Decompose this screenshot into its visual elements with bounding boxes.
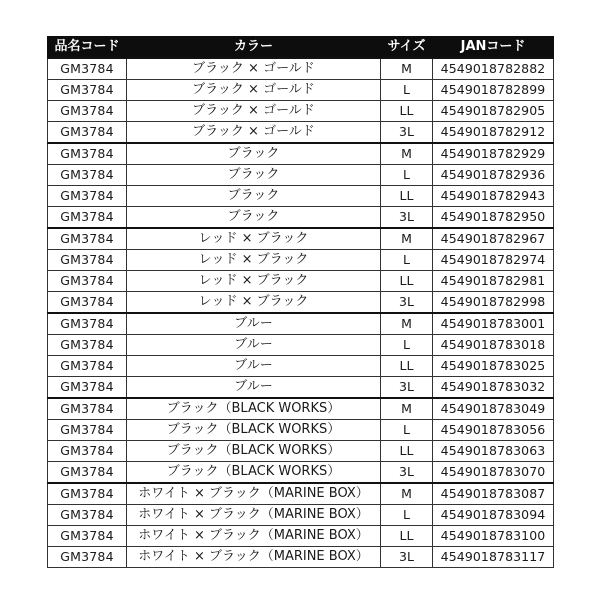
table-row (48, 377, 554, 399)
cell-jan-code: 4549018782899 (433, 80, 554, 101)
cell-product-code: GM3784 (48, 165, 127, 186)
cell-size: 3L (381, 547, 433, 568)
cell-color: ブルー (127, 377, 381, 399)
cell-product-code: GM3784 (48, 441, 127, 462)
cell-color: レッド × ブラック (127, 271, 381, 292)
cell-product-code: GM3784 (48, 420, 127, 441)
table-row (48, 356, 554, 377)
table-row (48, 250, 554, 271)
cell-jan-code: 4549018783070 (433, 462, 554, 484)
cell-size: L (381, 505, 433, 526)
cell-size: M (381, 143, 433, 165)
header-product-code: 品名コード (48, 36, 127, 58)
table-row (48, 207, 554, 229)
cell-product-code: GM3784 (48, 228, 127, 250)
header-color: カラー (127, 36, 381, 58)
cell-color: ホワイト × ブラック（MARINE BOX） (127, 526, 381, 547)
cell-jan-code: 4549018782998 (433, 292, 554, 314)
table-row (48, 292, 554, 314)
cell-jan-code: 4549018783056 (433, 420, 554, 441)
cell-color: ブルー (127, 335, 381, 356)
cell-product-code: GM3784 (48, 398, 127, 420)
cell-color: ブラック × ゴールド (127, 101, 381, 122)
cell-size: LL (381, 271, 433, 292)
cell-color: ブラック（BLACK WORKS） (127, 420, 381, 441)
cell-color: ブラック (127, 186, 381, 207)
cell-color: ブラック（BLACK WORKS） (127, 398, 381, 420)
cell-jan-code: 4549018783018 (433, 335, 554, 356)
cell-color: レッド × ブラック (127, 228, 381, 250)
cell-jan-code: 4549018783100 (433, 526, 554, 547)
cell-color: ブルー (127, 356, 381, 377)
cell-product-code: GM3784 (48, 186, 127, 207)
cell-jan-code: 4549018782981 (433, 271, 554, 292)
cell-product-code: GM3784 (48, 80, 127, 101)
product-spec-sheet (47, 36, 553, 568)
cell-size: L (381, 250, 433, 271)
cell-size: 3L (381, 207, 433, 229)
cell-color: ブラック (127, 207, 381, 229)
table-body (48, 58, 554, 568)
cell-product-code: GM3784 (48, 547, 127, 568)
cell-product-code: GM3784 (48, 377, 127, 399)
cell-jan-code: 4549018783032 (433, 377, 554, 399)
cell-color: ブラック × ゴールド (127, 80, 381, 101)
table-row (48, 122, 554, 144)
cell-color: ブルー (127, 313, 381, 335)
cell-color: レッド × ブラック (127, 250, 381, 271)
cell-product-code: GM3784 (48, 356, 127, 377)
table-row (48, 441, 554, 462)
cell-jan-code: 4549018782929 (433, 143, 554, 165)
cell-color: ホワイト × ブラック（MARINE BOX） (127, 483, 381, 505)
cell-jan-code: 4549018782950 (433, 207, 554, 229)
table-row (48, 398, 554, 420)
cell-product-code: GM3784 (48, 483, 127, 505)
cell-size: LL (381, 356, 433, 377)
cell-jan-code: 4549018782943 (433, 186, 554, 207)
cell-size: M (381, 228, 433, 250)
cell-color: ホワイト × ブラック（MARINE BOX） (127, 505, 381, 526)
cell-product-code: GM3784 (48, 313, 127, 335)
cell-jan-code: 4549018782936 (433, 165, 554, 186)
table-row (48, 313, 554, 335)
cell-product-code: GM3784 (48, 58, 127, 80)
table-row (48, 462, 554, 484)
cell-size: 3L (381, 377, 433, 399)
table-row (48, 335, 554, 356)
cell-product-code: GM3784 (48, 271, 127, 292)
cell-jan-code: 4549018783025 (433, 356, 554, 377)
cell-size: LL (381, 526, 433, 547)
cell-jan-code: 4549018783117 (433, 547, 554, 568)
cell-product-code: GM3784 (48, 143, 127, 165)
table-row (48, 547, 554, 568)
cell-size: M (381, 313, 433, 335)
cell-jan-code: 4549018782974 (433, 250, 554, 271)
cell-size: 3L (381, 122, 433, 144)
cell-product-code: GM3784 (48, 526, 127, 547)
table-row (48, 101, 554, 122)
table-row (48, 186, 554, 207)
table-row (48, 165, 554, 186)
table-header (48, 36, 554, 58)
header-jan-code: JANコード (433, 36, 554, 58)
cell-size: 3L (381, 462, 433, 484)
cell-color: ブラック（BLACK WORKS） (127, 462, 381, 484)
cell-color: ブラック（BLACK WORKS） (127, 441, 381, 462)
cell-color: ホワイト × ブラック（MARINE BOX） (127, 547, 381, 568)
cell-size: L (381, 165, 433, 186)
cell-jan-code: 4549018783087 (433, 483, 554, 505)
cell-product-code: GM3784 (48, 335, 127, 356)
table-row (48, 526, 554, 547)
table-row (48, 420, 554, 441)
cell-product-code: GM3784 (48, 122, 127, 144)
cell-size: L (381, 335, 433, 356)
cell-jan-code: 4549018783063 (433, 441, 554, 462)
header-size: サイズ (381, 36, 433, 58)
cell-size: L (381, 420, 433, 441)
table-row (48, 505, 554, 526)
cell-product-code: GM3784 (48, 101, 127, 122)
cell-size: LL (381, 186, 433, 207)
table-row (48, 228, 554, 250)
cell-product-code: GM3784 (48, 292, 127, 314)
cell-size: M (381, 58, 433, 80)
cell-color: ブラック (127, 143, 381, 165)
cell-jan-code: 4549018783094 (433, 505, 554, 526)
header-row (48, 36, 554, 58)
cell-jan-code: 4549018782912 (433, 122, 554, 144)
cell-jan-code: 4549018783049 (433, 398, 554, 420)
cell-product-code: GM3784 (48, 462, 127, 484)
cell-size: LL (381, 441, 433, 462)
cell-product-code: GM3784 (48, 207, 127, 229)
cell-color: レッド × ブラック (127, 292, 381, 314)
cell-jan-code: 4549018783001 (433, 313, 554, 335)
cell-color: ブラック (127, 165, 381, 186)
table-row (48, 483, 554, 505)
cell-size: M (381, 398, 433, 420)
table-row (48, 58, 554, 80)
table-row (48, 143, 554, 165)
cell-color: ブラック × ゴールド (127, 122, 381, 144)
table-row (48, 271, 554, 292)
cell-size: LL (381, 101, 433, 122)
cell-color: ブラック × ゴールド (127, 58, 381, 80)
cell-product-code: GM3784 (48, 250, 127, 271)
cell-jan-code: 4549018782905 (433, 101, 554, 122)
cell-size: 3L (381, 292, 433, 314)
cell-size: M (381, 483, 433, 505)
cell-jan-code: 4549018782882 (433, 58, 554, 80)
cell-product-code: GM3784 (48, 505, 127, 526)
cell-size: L (381, 80, 433, 101)
cell-jan-code: 4549018782967 (433, 228, 554, 250)
table-row (48, 80, 554, 101)
product-table (47, 36, 554, 568)
